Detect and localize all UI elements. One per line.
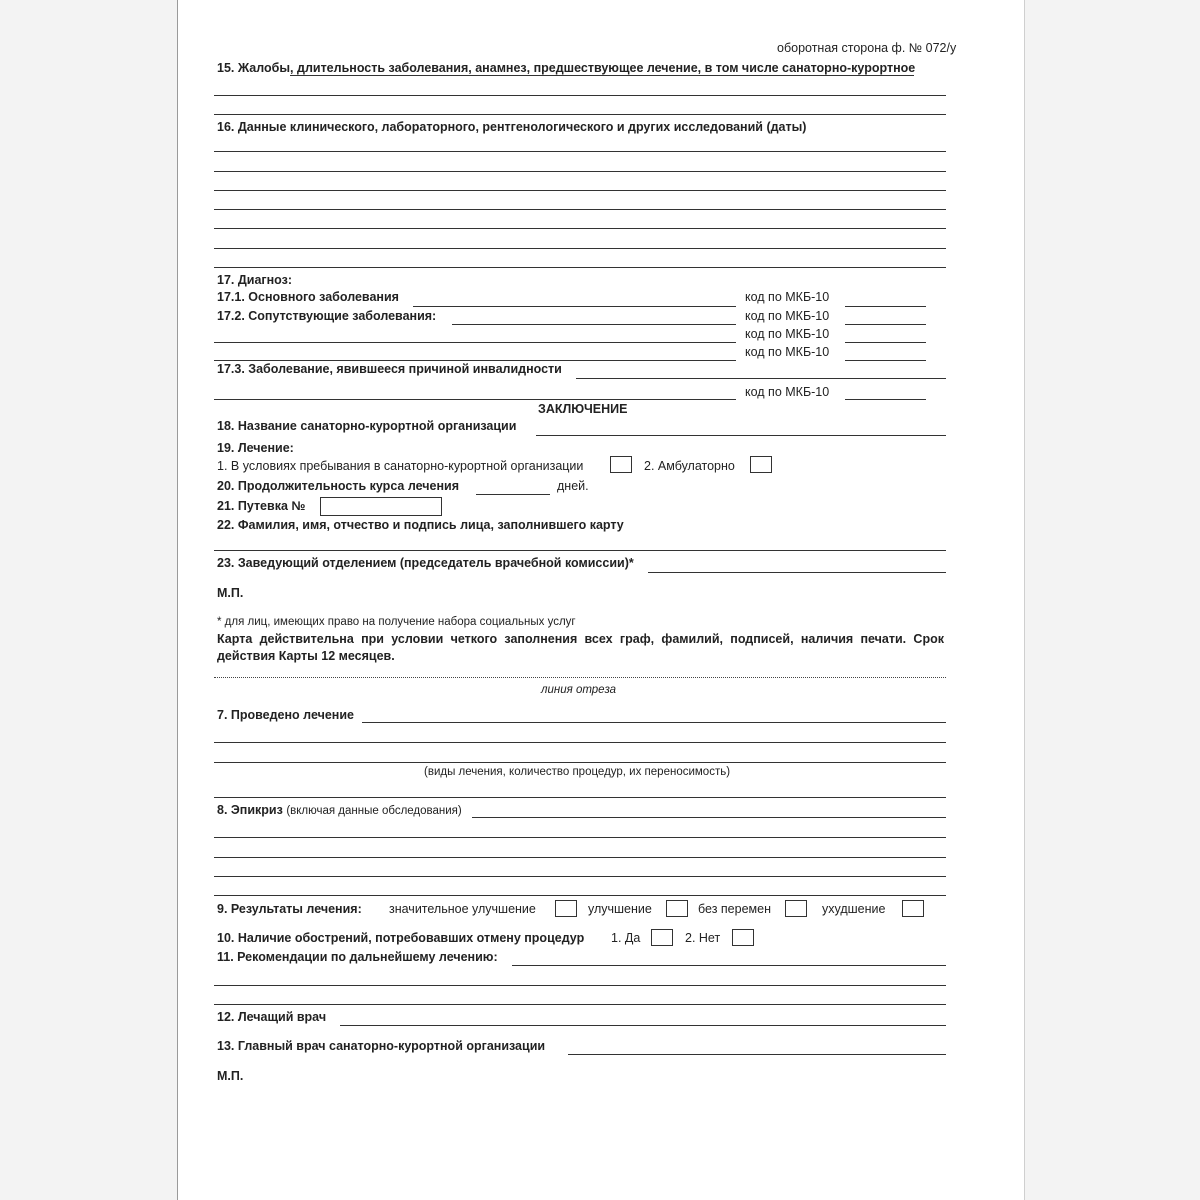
icd-label: код по МКБ-10 (745, 385, 830, 399)
footnote: * для лиц, имеющих право на получение набора социальных услуг (217, 616, 576, 628)
treatment-outpatient-checkbox[interactable] (750, 456, 772, 473)
icd-label: код по МКБ-10 (745, 345, 830, 359)
section-16-line[interactable] (214, 190, 946, 191)
icd-code-line[interactable] (845, 306, 926, 307)
treatment-performed-line[interactable] (214, 797, 946, 798)
section-20-label: 20. Продолжительность курса лечения (217, 479, 459, 493)
days-label: дней. (557, 479, 589, 493)
cut-line (214, 677, 946, 678)
section-17-label: 17. Диагноз: (217, 273, 292, 287)
result-significant-improvement-checkbox[interactable] (555, 900, 577, 917)
section-13-label: 13. Главный врач санаторно-курортной организации (217, 1039, 546, 1053)
attending-doctor-line[interactable] (340, 1025, 946, 1026)
section-16-line[interactable] (214, 228, 946, 229)
section-16-label: 16. Данные клинического, лабораторного, рентгенологического и других исследований (даты) (217, 120, 807, 134)
treatment-inpatient-checkbox[interactable] (610, 456, 632, 473)
section-19-label: 19. Лечение: (217, 441, 294, 455)
recommendations-line[interactable] (512, 965, 946, 966)
exacerbation-yes-label: 1. Да (611, 931, 641, 945)
exacerbation-no-label: 2. Нет (685, 931, 721, 945)
treatment-option-inpatient-label: 1. В условиях пребывания в санаторно-курортной организации (217, 459, 584, 473)
treatment-hint: (виды лечения, количество процедур, их переносимость) (424, 766, 731, 778)
section-16-line[interactable] (214, 267, 946, 268)
section-22-label: 22. Фамилия, имя, отчество и подпись лица, заполнившего карту (217, 518, 624, 532)
icd-label: код по МКБ-10 (745, 327, 830, 341)
conclusion-title: ЗАКЛЮЧЕНИЕ (538, 402, 628, 416)
section-8-label (217, 803, 462, 819)
section-16-line[interactable] (214, 171, 946, 172)
recommendations-line[interactable] (214, 1004, 946, 1005)
section-17-1-label: 17.1. Основного заболевания (217, 290, 399, 304)
section-15-line-3[interactable] (214, 114, 946, 115)
accompanying-disease-line[interactable] (214, 342, 736, 343)
icd-label: код по МКБ-10 (745, 290, 830, 304)
result-significant-improvement-label: значительное улучшение (389, 902, 536, 916)
section-16-line[interactable] (214, 248, 946, 249)
voucher-number-field[interactable] (320, 497, 442, 516)
form-reference: оборотная сторона ф. № 072/у (777, 41, 957, 55)
treatment-performed-line[interactable] (362, 722, 946, 723)
section-16-line[interactable] (214, 151, 946, 152)
section-15-line-2[interactable] (214, 95, 946, 96)
section-11-label: 11. Рекомендации по дальнейшему лечению: (217, 950, 498, 964)
result-no-change-checkbox[interactable] (785, 900, 807, 917)
result-no-change-label: без перемен (698, 902, 771, 916)
section-15-line-1[interactable] (290, 75, 914, 76)
section-7-label: 7. Проведено лечение (217, 708, 354, 722)
section-9-label: 9. Результаты лечения: (217, 902, 362, 916)
result-improvement-checkbox[interactable] (666, 900, 688, 917)
section-17-2-label: 17.2. Сопутствующие заболевания: (217, 309, 437, 323)
epicrisis-line[interactable] (214, 895, 946, 896)
section-21-label: 21. Путевка № (217, 499, 306, 513)
treatment-option-outpatient-label: 2. Амбулаторно (644, 459, 735, 473)
exacerbation-no-checkbox[interactable] (732, 929, 754, 946)
section-15-label: 15. Жалобы, длительность заболевания, анамнез, предшествующее лечение, в том числе санаторно-курортное (217, 61, 916, 75)
result-worsening-label: ухудшение (822, 902, 886, 916)
validity-note: Карта действительна при условии четкого заполнения всех граф, фамилий, подписей, наличия печати. Срок действия Карты 12 месяцев. (217, 632, 944, 663)
section-10-label: 10. Наличие обострений, потребовавших отмену процедур (217, 931, 585, 945)
exacerbation-yes-checkbox[interactable] (651, 929, 673, 946)
organization-name-line[interactable] (536, 435, 946, 436)
section-17-3-label: 17.3. Заболевание, явившееся причиной инвалидности (217, 362, 562, 376)
epicrisis-line[interactable] (214, 857, 946, 858)
icd-code-line[interactable] (845, 399, 926, 400)
epicrisis-line[interactable] (214, 876, 946, 877)
result-improvement-label: улучшение (588, 902, 652, 916)
icd-code-line[interactable] (845, 342, 926, 343)
main-disease-line[interactable] (413, 306, 736, 307)
icd-code-line[interactable] (845, 324, 926, 325)
epicrisis-line[interactable] (472, 817, 946, 818)
accompanying-disease-line[interactable] (452, 324, 736, 325)
epicrisis-line[interactable] (214, 837, 946, 838)
department-head-line[interactable] (648, 572, 946, 573)
result-worsening-checkbox[interactable] (902, 900, 924, 917)
treatment-performed-line[interactable] (214, 742, 946, 743)
stamp-label: М.П. (217, 1069, 244, 1083)
accompanying-disease-line[interactable] (214, 360, 736, 361)
disability-disease-line-2[interactable] (214, 399, 736, 400)
section-12-label: 12. Лечащий врач (217, 1010, 327, 1024)
chief-doctor-line[interactable] (568, 1054, 946, 1055)
disability-disease-line[interactable] (576, 378, 946, 379)
treatment-performed-line[interactable] (214, 762, 946, 763)
section-18-label: 18. Название санаторно-курортной организации (217, 419, 517, 433)
icd-label: код по МКБ-10 (745, 309, 830, 323)
stamp-label: М.П. (217, 586, 244, 600)
recommendations-line[interactable] (214, 985, 946, 986)
epicrisis-label: 8. Эпикриз (217, 803, 283, 817)
cut-line-label: линия отреза (541, 684, 617, 696)
filler-name-signature-line[interactable] (214, 550, 946, 551)
course-duration-line[interactable] (476, 494, 550, 495)
icd-code-line[interactable] (845, 360, 926, 361)
section-23-label: 23. Заведующий отделением (председатель врачебной комиссии)* (217, 556, 634, 570)
section-16-line[interactable] (214, 209, 946, 210)
epicrisis-note: (включая данные обследования) (286, 805, 462, 817)
